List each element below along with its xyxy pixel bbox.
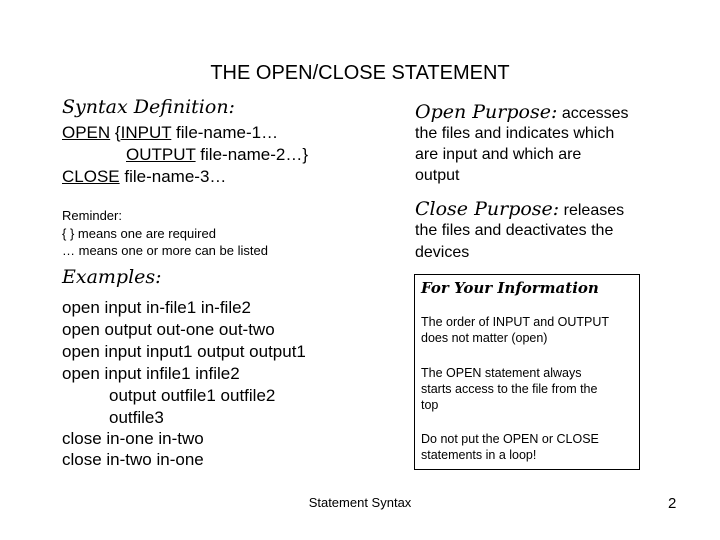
example-line: close in-one in-two [62,429,204,448]
syntax-line2-rest: file-name-2…} [195,145,309,164]
open-purpose-text: accesses [557,105,629,122]
open-purpose [415,101,629,123]
example-line: output outfile1 outfile2 [109,386,276,405]
fyi-note: does not matter (open) [421,331,548,345]
syntax-line-open [62,123,278,143]
syntax-heading: Syntax Definition: [62,96,235,118]
fyi-note: starts access to the file from the [421,382,598,396]
fyi-heading: For Your Information [421,279,599,297]
reminder-ellipsis: … means one or more can be listed [62,243,268,258]
syntax-line1-rest: file-name-1… [171,123,279,142]
open-purpose-label: Open Purpose: [415,101,558,123]
example-line: open output out-one out-two [62,320,275,339]
page-title: THE OPEN/CLOSE STATEMENT [210,62,510,84]
open-purpose-line: output [415,167,460,184]
syntax-line3-rest: file-name-3… [119,167,227,186]
close-purpose-label: Close Purpose: [415,198,560,220]
fyi-note: statements in a loop! [421,448,537,462]
close-purpose-line: the files and deactivates the [415,222,614,239]
open-purpose-line: are input and which are [415,146,582,163]
example-line: close in-two in-one [62,450,204,469]
fyi-note: Do not put the OPEN or CLOSE [421,432,599,446]
close-purpose-text: releases [559,202,625,219]
page-number: 2 [668,495,677,512]
reminder-label: Reminder: [62,208,122,223]
close-purpose-line: devices [415,244,470,261]
example-line: open input infile1 infile2 [62,364,240,383]
fyi-note: top [421,398,439,412]
output-keyword: OUTPUT [126,145,196,164]
brace-open: { [114,123,121,142]
example-line: open input input1 output output1 [62,342,306,361]
close-keyword: CLOSE [62,167,120,186]
syntax-line-close [62,167,226,187]
fyi-note: The order of INPUT and OUTPUT [421,315,610,329]
close-purpose [415,198,624,220]
syntax-line-output [126,145,308,165]
example-line: outfile3 [109,408,164,427]
example-line: open input in-file1 in-file2 [62,298,252,317]
open-purpose-line: the files and indicates which [415,125,615,142]
reminder-braces: { } means one are required [62,226,216,241]
slide-footer: Statement Syntax [308,495,412,510]
input-keyword: INPUT [120,123,172,142]
open-keyword: OPEN [62,123,111,142]
examples-heading: Examples: [62,266,162,288]
fyi-note: The OPEN statement always [421,366,582,380]
